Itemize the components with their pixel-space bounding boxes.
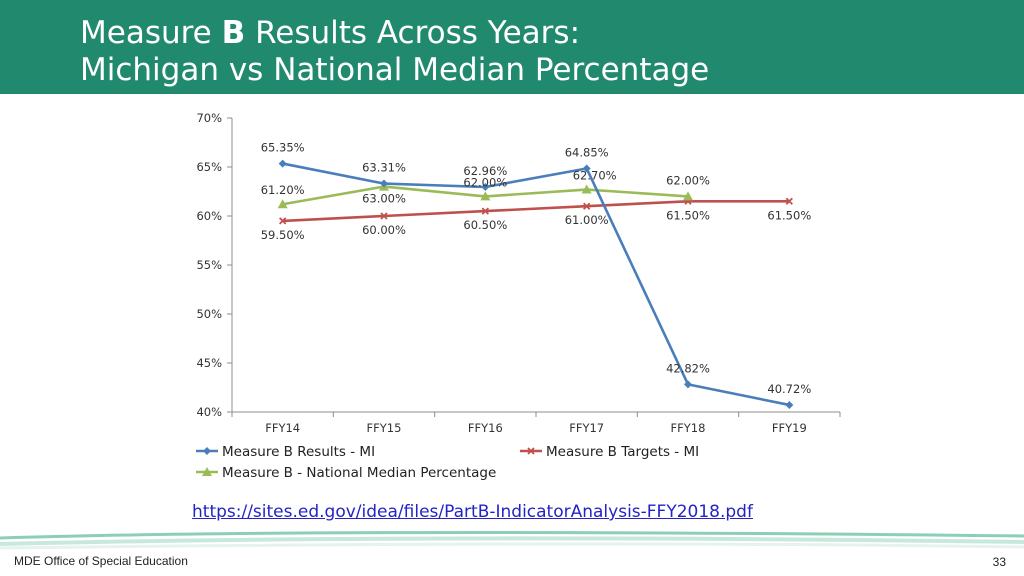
x-tick-label: FFY15 bbox=[366, 421, 402, 435]
series-line-targets-mi bbox=[283, 201, 790, 221]
source-link[interactable]: https://sites.ed.gov/idea/files/PartB-IndicatorAnalysis-FFY2018.pdf bbox=[192, 502, 753, 522]
point-results-mi bbox=[785, 401, 793, 409]
y-tick-label: 40% bbox=[196, 405, 222, 419]
data-label-national-median: 62.70% bbox=[572, 168, 617, 183]
y-tick-label: 50% bbox=[196, 307, 222, 321]
y-tick-label: 65% bbox=[196, 160, 222, 174]
point-results-mi bbox=[684, 380, 692, 388]
data-label-national-median: 63.00% bbox=[362, 191, 406, 206]
data-label-results-mi: 42.82% bbox=[666, 361, 710, 376]
y-tick-label: 70% bbox=[196, 111, 222, 125]
data-label-national-median: 62.00% bbox=[666, 173, 710, 188]
data-label-targets-mi: 60.50% bbox=[463, 218, 508, 233]
data-label-national-median: 62.00% bbox=[463, 175, 508, 190]
legend-label-targets-mi: Measure B Targets - MI bbox=[546, 444, 700, 460]
data-label-targets-mi: 61.50% bbox=[767, 208, 812, 223]
data-label-results-mi: 63.31% bbox=[362, 160, 406, 175]
point-results-mi bbox=[279, 160, 287, 168]
y-tick-label: 55% bbox=[196, 258, 222, 272]
legend-label-results-mi: Measure B Results - MI bbox=[222, 444, 376, 460]
footer-swoosh-decoration bbox=[0, 528, 1024, 552]
x-tick-label: FFY17 bbox=[569, 421, 605, 435]
x-tick-label: FFY14 bbox=[265, 421, 301, 435]
series-line-results-mi bbox=[283, 164, 790, 405]
page-number: 33 bbox=[992, 555, 1006, 569]
legend-label-national-median: Measure B - National Median Percentage bbox=[222, 465, 497, 481]
data-label-targets-mi: 61.00% bbox=[564, 213, 609, 228]
slide-subtitle: Michigan vs National Median Percentage bbox=[80, 52, 710, 88]
title-text-pre: Measure bbox=[80, 15, 222, 51]
x-tick-label: FFY18 bbox=[670, 421, 706, 435]
legend-swatch-marker bbox=[203, 447, 211, 455]
data-label-national-median: 61.20% bbox=[260, 183, 305, 198]
footer-organization: MDE Office of Special Education bbox=[14, 554, 188, 568]
data-label-results-mi: 64.85% bbox=[564, 145, 609, 160]
title-text-bold: B bbox=[221, 15, 246, 51]
x-tick-label: FFY16 bbox=[467, 421, 503, 435]
data-label-targets-mi: 59.50% bbox=[260, 227, 305, 242]
x-tick-label: FFY19 bbox=[771, 421, 807, 435]
data-label-results-mi: 40.72% bbox=[767, 381, 812, 396]
data-label-targets-mi: 61.50% bbox=[666, 208, 710, 223]
title-text-post: Results Across Years: bbox=[245, 15, 581, 51]
y-tick-label: 45% bbox=[196, 356, 222, 370]
data-label-results-mi: 62.96% bbox=[463, 163, 508, 178]
data-label-targets-mi: 60.00% bbox=[362, 223, 406, 237]
data-label-results-mi: 65.35% bbox=[260, 140, 305, 155]
y-tick-label: 60% bbox=[196, 209, 222, 223]
